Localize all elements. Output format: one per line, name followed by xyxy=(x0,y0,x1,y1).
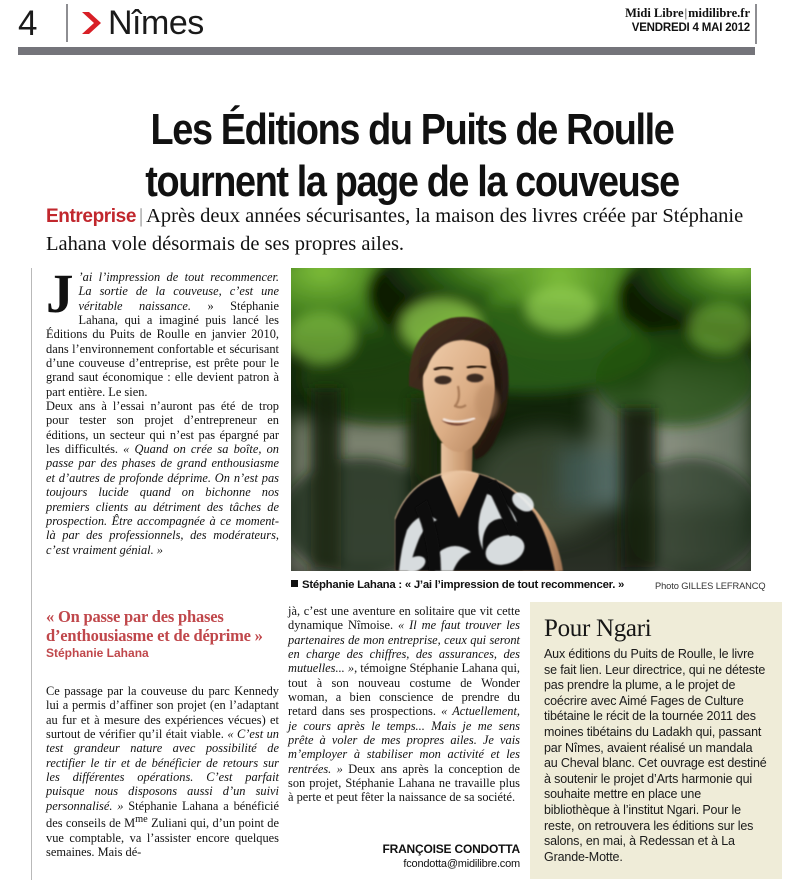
brand-title xyxy=(625,6,750,21)
photo-caption xyxy=(291,578,625,592)
brand-website: midilibre.fr xyxy=(688,6,750,20)
section-title: Nîmes xyxy=(108,4,204,42)
sidebar-body: Aux éditions du Puits de Roulle, le livre se fait lien. Leur directrice, qui ne déteste pas prendre la plume, a le projet de coécrire avec Aimé Fages de Culture tibétaine le récit de la tournée 2011 des moines tibétains du Ladakh qui, passant par Nîmes, avaient réalisé un mandala au Cheval blanc. Cet ouvrage est destiné à soutenir le projet d’Arts harmonie qui souhaite mettre en place une bibliothèque à l’institut Ngari. Pour le reste, on retrouvera les éditions sur les salons, en mai, à Redessan et à La Grande-Motte. xyxy=(544,647,767,864)
pull-quote-text: « On passe par des phases d’enthousiasme et de déprime » xyxy=(46,607,263,645)
sidebar-box xyxy=(530,602,782,879)
col1-text-1: » Stéphanie Lahana, qui a imaginé puis lancé les Éditions du Puits de Roulle en janvier 2010, dans l’environnement confortable et sécurisant d’une couveuse d’entreprise, est prête pour le grand saut économique : elle devient patron à part entière. Le sien. xyxy=(46,298,279,399)
photo-caption-text: Stéphanie Lahana : « J’ai l’impression de tout recommencer. » xyxy=(302,579,625,591)
col1-text-5: Zuliani qui, d’un point de vue comptable, va l’assister encore quelques semaines. Mais dé- xyxy=(46,816,279,859)
col2-text-3: Deux ans après la conception de son projet, Stéphanie Lahana ne travaille plus à perte et peut fêter la naissance de sa société. xyxy=(288,761,520,805)
photo-credit: Photo GILLES LEFRANCQ xyxy=(655,581,766,591)
dateline: VENDREDI 4 MAI 2012 xyxy=(631,22,750,34)
byline xyxy=(288,842,520,871)
col2-text-2: , témoigne Stéphanie Lahana qui, tout à son nouveau costume de Wonder woman, a bien conscience de prendre du retard dans ses prospections. xyxy=(288,661,520,719)
paragraph xyxy=(46,263,279,399)
paragraph xyxy=(288,604,520,805)
col1-text-4: Stéphanie Lahana a bénéficié des conseils de M xyxy=(46,798,279,831)
byline-email[interactable]: fcondotta@midilibre.com xyxy=(403,858,520,870)
chevron-right-icon xyxy=(80,11,106,35)
col2-quote-1: « Il me faut trouver les partenaires de mon entreprise, ceux qui seront en charge des chiffres, des assurances, des mutuelles... » xyxy=(288,618,520,676)
col1-text-3: Ce passage par la couveuse du parc Kennedy lui a permis d’affiner son projet (en l’adaptant au fur et à mesure des expériences vécues) et surtout de vérifier qu’il était viable. xyxy=(46,684,279,742)
standfirst xyxy=(46,203,786,257)
brand-block xyxy=(625,6,750,36)
paragraph xyxy=(46,684,279,859)
col1-quote-2: « Quand on crée sa boîte, on passe par des phases de grand enthousiasme et d’autres de profonde déprime. On n’est pas toujours lucide quand on bichonne nos premiers clients au détriment des tâches de prospection. Être accompagnée à ce moment-là par des professionnels, des modérateurs, c’est vraiment génial. » xyxy=(46,442,279,557)
square-bullet-icon xyxy=(291,580,298,587)
masthead-rule xyxy=(18,47,755,55)
drop-cap: J xyxy=(46,263,74,324)
standfirst-text: Après deux années sécurisantes, la maison des livres créée par Stéphanie Lahana vole désormais de ses propres ailes. xyxy=(46,205,744,255)
pull-quote xyxy=(46,608,279,661)
headline-line-2: tournent la page de la couveuse xyxy=(145,157,679,207)
kicker-label: Entreprise xyxy=(46,206,136,227)
col1-abbrev: me xyxy=(135,814,148,826)
masthead xyxy=(0,0,800,48)
article-column-2 xyxy=(288,604,520,805)
masthead-divider-right xyxy=(755,4,757,44)
pull-quote-attribution: Stéphanie Lahana xyxy=(46,646,149,660)
column-rule-left xyxy=(31,268,32,880)
col1-text-2: Deux ans à l’essai n’auront pas été de trop pour tester son projet d’entrepreneur en éditions, un secteur qui n’est pas épargné par les difficultés. xyxy=(46,399,279,457)
article-column-1-continued xyxy=(46,684,279,859)
col2-text-1: jà, c’est une aventure en solitaire que vit cette dynamique Nîmoise. xyxy=(288,604,520,633)
masthead-divider xyxy=(66,4,68,42)
article-photo xyxy=(291,268,751,571)
page-number: 4 xyxy=(18,4,37,43)
col2-quote-2: « Actuellement, je cours après le temps... Mais je me sens prête à voler de mes propres ailes. Je vais m’employer à stabiliser mon activité et les rentrées. » xyxy=(288,704,520,776)
col1-quote-3: « C’est un test grandeur nature avec possibilité de rectifier le tir et de bénéficier de retours sur les différentes opérations. C’est parfait puisque nous disposons aussi d’un suivi personnalisé. » xyxy=(46,727,279,813)
col1-quote-1: ’ai l’impression de tout recommencer. La sortie de la couveuse, c’est une véritable naissance. xyxy=(78,270,279,313)
brand-name: Midi Libre xyxy=(625,6,684,20)
kicker-separator: | xyxy=(138,205,144,227)
byline-author: FRANÇOISE CONDOTTA xyxy=(382,842,520,856)
article-column-1 xyxy=(46,263,279,557)
page-title xyxy=(94,104,730,208)
headline-line-1: Les Éditions du Puits de Roulle xyxy=(150,105,674,155)
sidebar-title: Pour Ngari xyxy=(544,615,652,642)
brand-separator: | xyxy=(684,6,688,20)
paragraph xyxy=(46,399,279,557)
